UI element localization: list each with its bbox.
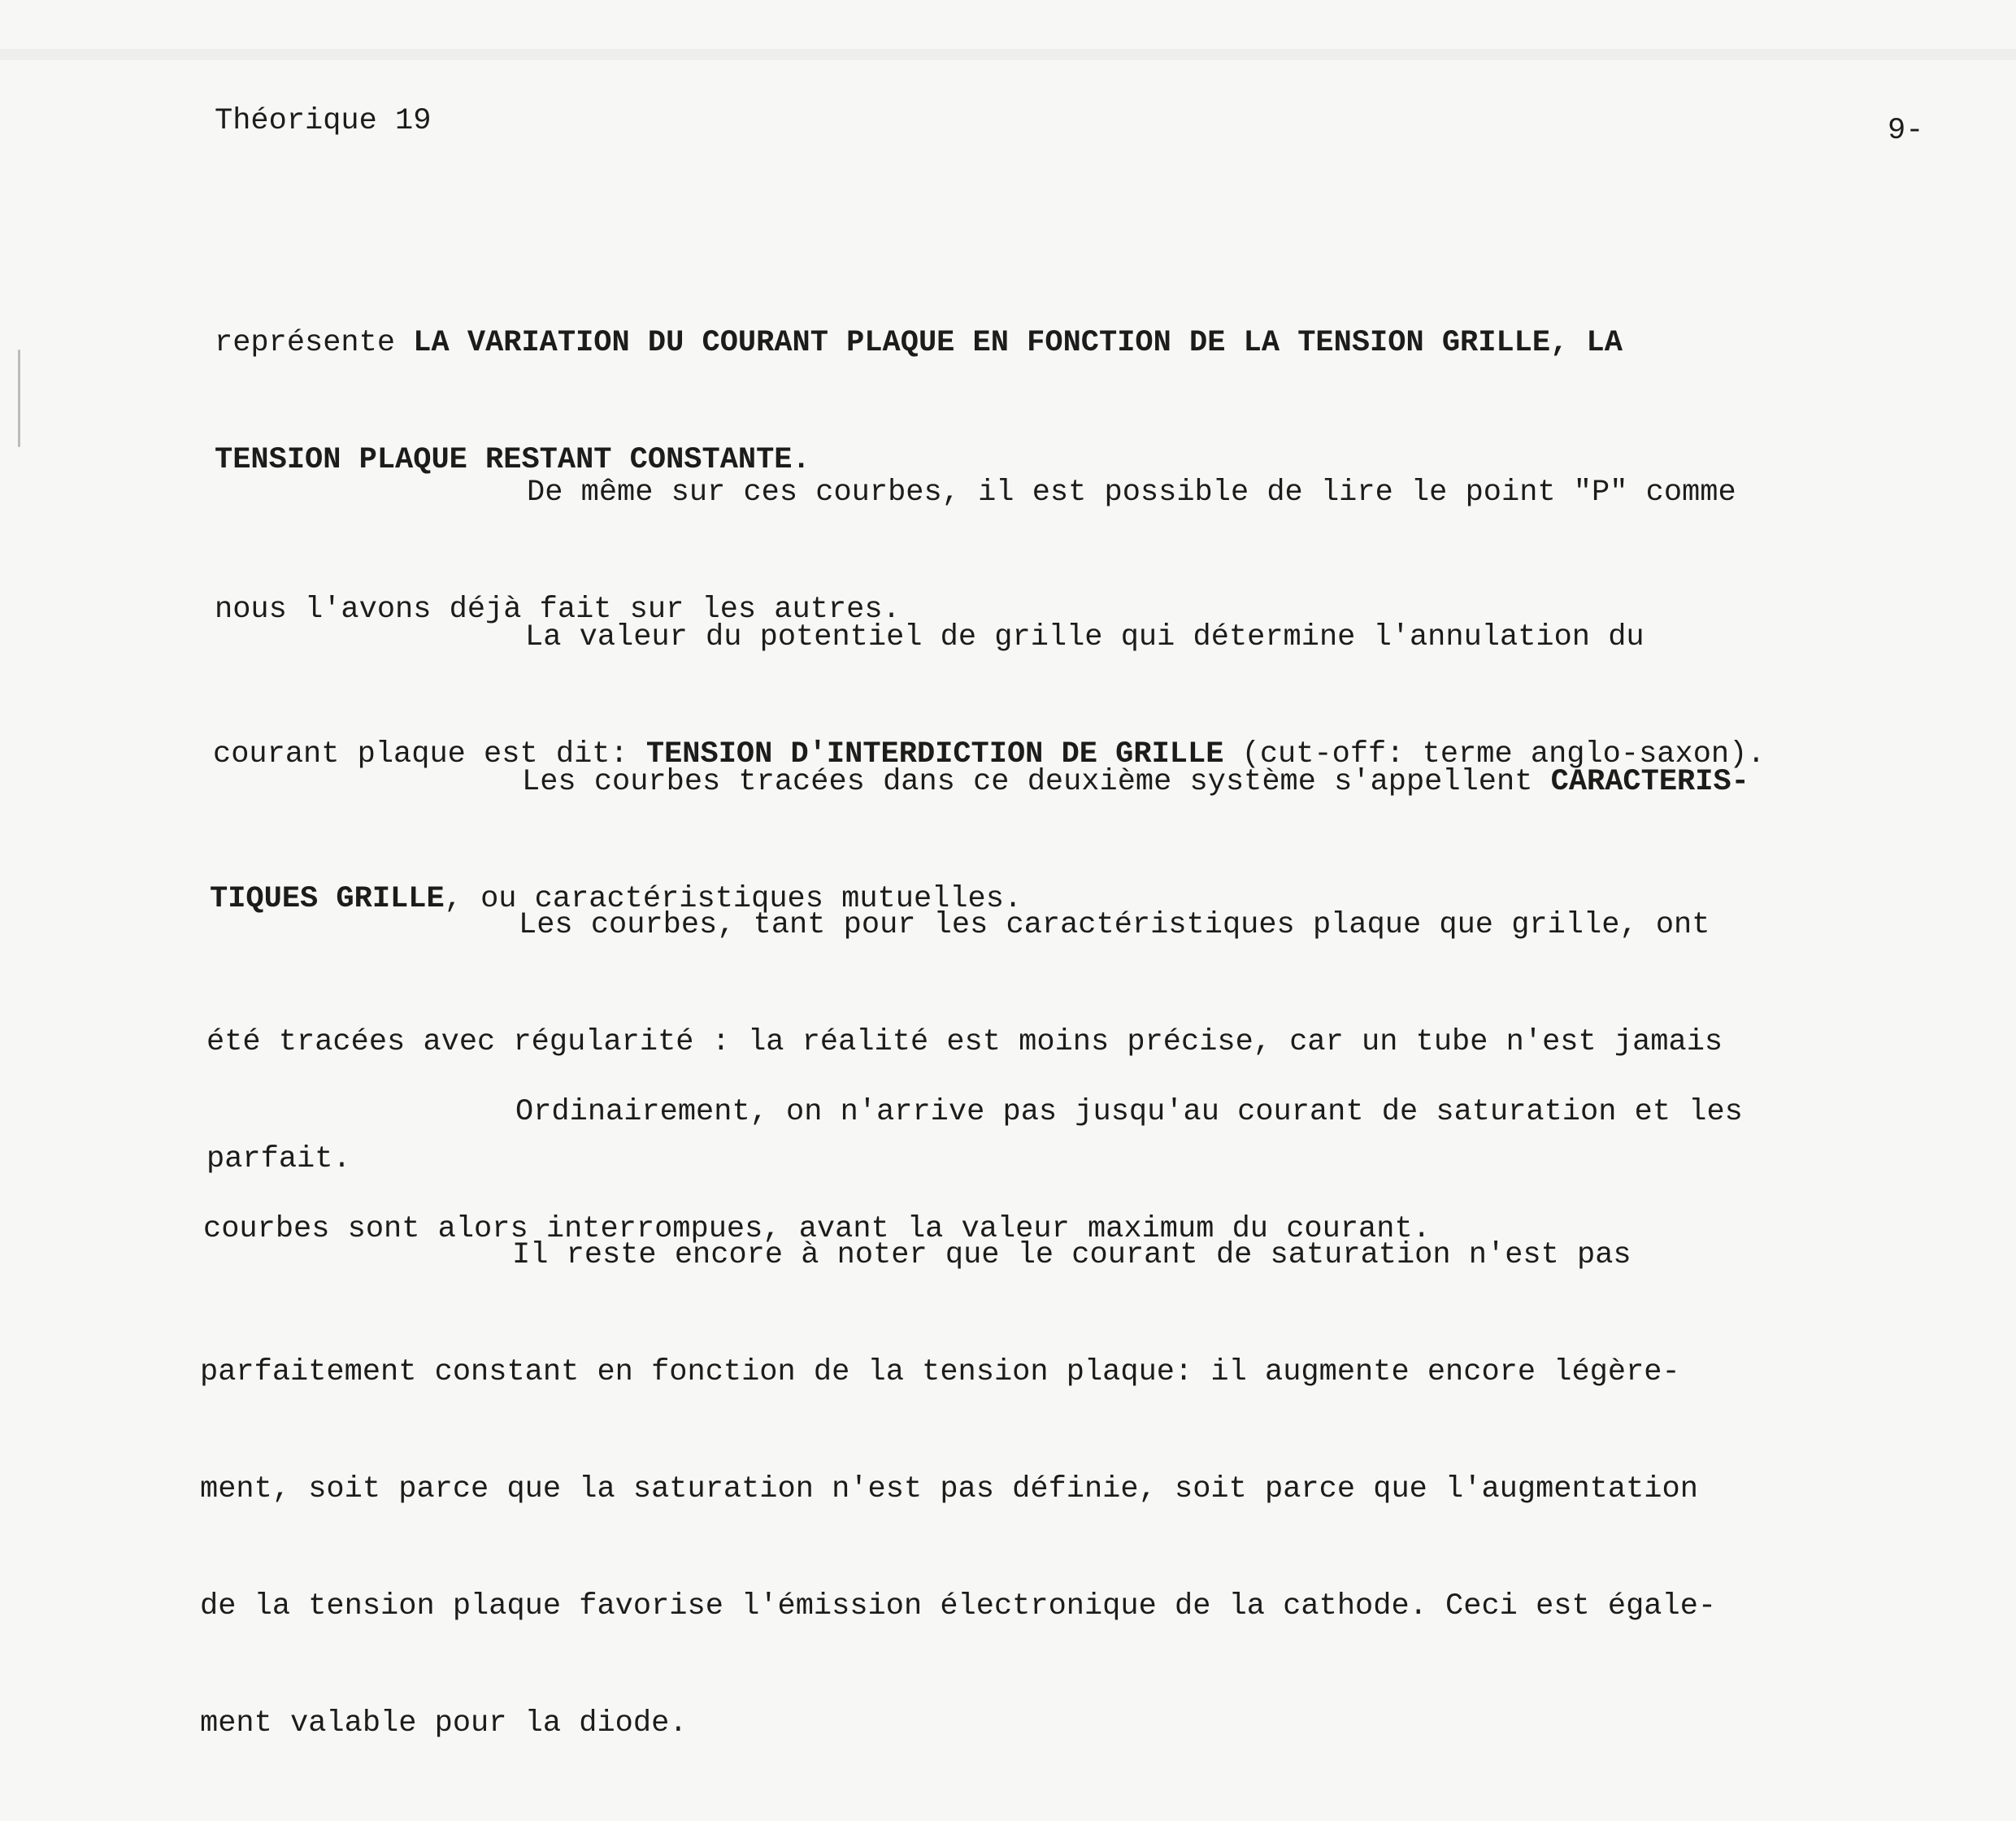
text-line: représente LA VARIATION DU COURANT PLAQUE EN FONCTION DE LA TENSION GRILLE, LA [215, 326, 1623, 360]
page-header-title: Théorique 19 [215, 104, 432, 138]
text-line: Ordinairement, on n'arrive pas jusqu'au courant de saturation et les [515, 1095, 1743, 1129]
text-line: TENSION PLAQUE RESTANT CONSTANTE. [215, 443, 810, 477]
text-line: ment, soit parce que la saturation n'est pas définie, soit parce que l'augmentation [200, 1472, 1698, 1506]
text-line: La valeur du potentiel de grille qui détermine l'annulation du [525, 620, 1645, 654]
text-line: nous l'avons déjà fait sur les autres. [215, 593, 901, 627]
paragraph-7 [200, 1158, 1716, 1821]
text-line: TIQUES GRILLE, ou caractéristiques mutuelles. [210, 882, 1023, 916]
text-line: de la tension plaque favorise l'émission électronique de la cathode. Ceci est égale- [200, 1589, 1717, 1623]
text-line: été tracées avec régularité : la réalité est moins précise, car un tube n'est jamais [206, 1025, 1723, 1059]
scan-edge-mark [18, 350, 20, 447]
scan-artifact [0, 49, 2016, 60]
text-line: De même sur ces courbes, il est possible de lire le point "P" comme [527, 476, 1736, 510]
text-line: Les courbes, tant pour les caractéristiques plaque que grille, ont [519, 908, 1710, 942]
text-line: Il reste encore à noter que le courant de saturation n'est pas [512, 1238, 1631, 1272]
text-line: parfait. [206, 1142, 351, 1176]
text-line: courbes sont alors interrompues, avant la valeur maximum du courant. [203, 1212, 1431, 1246]
page-number: 9- [1888, 114, 1924, 148]
text-line: ment valable pour la diode. [200, 1706, 688, 1741]
text-line: courant plaque est dit: TENSION D'INTERDICTION DE GRILLE (cut-off: terme anglo-saxon). [213, 737, 1766, 771]
text-line: parfaitement constant en fonction de la tension plaque: il augmente encore légère- [200, 1355, 1680, 1389]
text-line: Les courbes tracées dans ce deuxième système s'appellent CARACTERIS- [522, 765, 1749, 799]
